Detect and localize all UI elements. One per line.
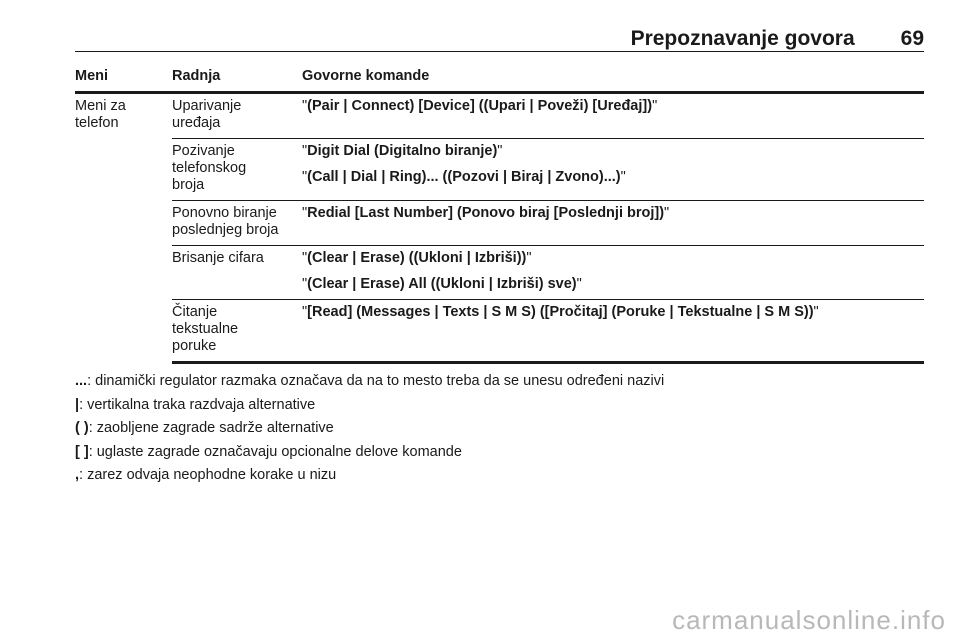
header-divider <box>75 51 924 52</box>
menu-label-line: Meni za <box>75 98 126 114</box>
table-row <box>75 93 924 139</box>
voice-command-text: (Clear | Erase) All ((Ukloni | Izbriši) sve) <box>307 276 577 292</box>
voice-command-text: Redial [Last Number] (Ponovo biraj [Poslednji broj]) <box>307 205 665 221</box>
commands-cell <box>302 300 924 363</box>
voice-command: "[Read] (Messages | Texts | S M S) ([Pročitaj] (Poruke | Tekstualne | S M S))" <box>302 304 819 320</box>
action-label-line: uređaja <box>172 115 221 131</box>
action-cell <box>172 246 302 300</box>
legend-description: : dinamički regulator razmaka označava da na to mesto treba da se unesu određeni nazivi <box>87 373 665 389</box>
legend-description: : vertikalna traka razdvaja alternative <box>79 396 316 413</box>
legend <box>75 373 924 491</box>
action-cell <box>172 139 302 201</box>
legend-description: : zarez odvaja neophodne korake u nizu <box>79 467 337 483</box>
action-label-line: Čitanje <box>172 304 218 320</box>
commands-cell <box>302 201 924 246</box>
menu-cell <box>75 93 172 363</box>
action-label-line: Uparivanje <box>172 98 242 114</box>
voice-command: "(Pair | Connect) [Device] ((Upari | Poveži) [Uređaj])" <box>302 98 658 114</box>
legend-item <box>75 444 924 468</box>
page-header <box>75 27 924 51</box>
voice-command: "(Clear | Erase) All ((Ukloni | Izbriši) sve)" <box>302 276 582 292</box>
action-cell <box>172 201 302 246</box>
action-cell <box>172 93 302 139</box>
voice-command: "(Call | Dial | Ring)... ((Pozovi | Biraj | Zvono)...)" <box>302 169 626 185</box>
menu-label-line: telefon <box>75 115 119 131</box>
table-row <box>75 201 924 246</box>
legend-symbol: , <box>75 467 80 483</box>
voice-command-table <box>75 68 924 364</box>
voice-command-text: [Read] (Messages | Texts | S M S) ([Pročitaj] (Poruke | Tekstualne | S M S)) <box>307 304 814 320</box>
voice-command-text: (Clear | Erase) ((Ukloni | Izbriši)) <box>307 250 527 266</box>
column-header-menu: Meni <box>75 68 172 93</box>
voice-command-text: Digit Dial (Digitalno biranje) <box>307 143 498 159</box>
page-title: Prepoznavanje govora <box>630 27 855 50</box>
legend-symbol: ( ) <box>75 420 89 436</box>
legend-item <box>75 420 924 444</box>
legend-description: : zaobljene zagrade sadrže alternative <box>88 420 334 436</box>
voice-command: "Digit Dial (Digitalno biranje)" <box>302 143 503 159</box>
page-number: 69 <box>900 27 924 50</box>
legend-item <box>75 397 924 421</box>
voice-command: "Redial [Last Number] (Ponovo biraj [Poslednji broj])" <box>302 205 670 221</box>
commands-cell <box>302 139 924 201</box>
legend-item <box>75 373 924 397</box>
column-header-commands: Govorne komande <box>302 68 924 93</box>
action-label-line: poslednjeg broja <box>172 222 279 238</box>
table-row <box>75 246 924 300</box>
table-header-row <box>75 68 924 93</box>
table-row <box>75 300 924 363</box>
legend-symbol: [ ] <box>75 443 89 460</box>
action-label-line: Ponovno biranje <box>172 205 277 221</box>
commands-cell <box>302 93 924 139</box>
watermark: carmanualsonline.info <box>672 605 946 635</box>
legend-item <box>75 467 924 491</box>
action-label-line: poruke <box>172 338 217 354</box>
table-body <box>75 93 924 363</box>
commands-cell <box>302 246 924 300</box>
legend-description: : uglaste zagrade označavaju opcionalne delove komande <box>88 443 462 460</box>
legend-symbol: | <box>75 396 80 413</box>
action-label-line: broja <box>172 177 205 193</box>
legend-symbol: ... <box>75 373 88 389</box>
column-header-action: Radnja <box>172 68 302 93</box>
voice-command-text: (Pair | Connect) [Device] ((Upari | Poveži) [Uređaj]) <box>307 98 653 114</box>
action-label-line: Brisanje cifara <box>172 250 264 266</box>
table-row <box>75 139 924 201</box>
action-label-line: tekstualne <box>172 321 239 337</box>
voice-command-text: (Call | Dial | Ring)... ((Pozovi | Biraj | Zvono)...) <box>307 169 621 185</box>
action-label-line: telefonskog <box>172 160 247 176</box>
action-cell <box>172 300 302 363</box>
action-label-line: Pozivanje <box>172 143 235 159</box>
voice-command: "(Clear | Erase) ((Ukloni | Izbriši))" <box>302 250 532 266</box>
